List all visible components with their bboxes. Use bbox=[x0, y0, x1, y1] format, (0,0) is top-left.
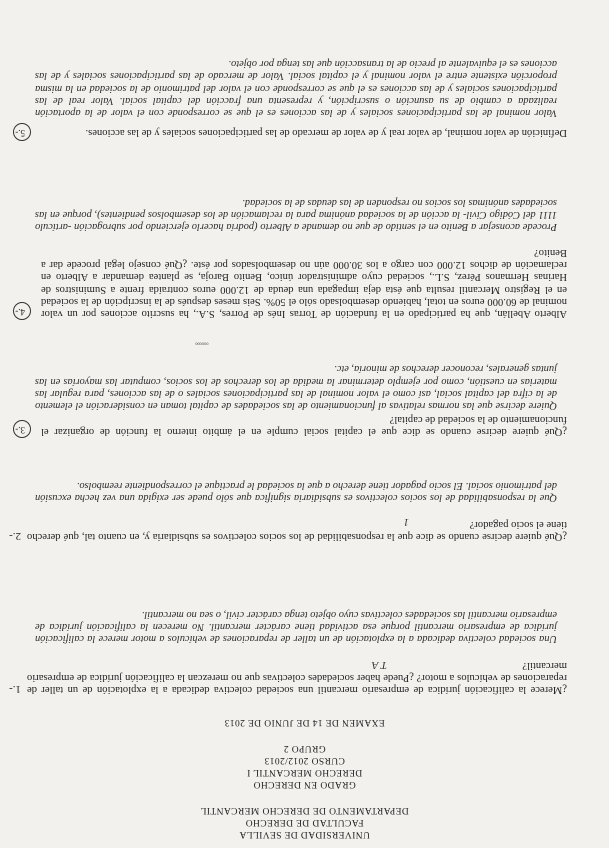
question-text: ¿Merece la calificación jurídica de empresario mercantil una sociedad colectiva dedicada a la explotación de un taller de reparaciones de vehículos a motor? ¿Puede haber sociedades colectivas que no merezcan la calificación jurídica de empresario mercantil? bbox=[27, 659, 567, 695]
group: GRUPO 2 bbox=[283, 743, 326, 753]
subject: DERECHO MERCANTIL I bbox=[246, 767, 363, 777]
exam-title: EXAMEN DE 14 DE JUNIO DE 2013 bbox=[224, 717, 385, 727]
question-text: Definición de valor nominal, de valor real y de valor de mercado de las participaciones sociales y de las acciones. bbox=[85, 127, 567, 138]
question-number: 5.- bbox=[15, 128, 25, 138]
question-text: Alberto Abellán, que ha participado en la fundación de Torras Inés de Porres, S.A., ha suscrito acciones por un valor nominal de 60.000 euros en total, habiendo desembolsado sólo el 50%. Seis meses después de la inscripción de la sociedad en el Registro Mercantil resulta que ésta deja impagada una deuda de 12.000 euros contraída frente a Suministros de Harinas Hermanos Pérez, S.L., sociedad cuyo administrador único, Benito Baroja, se plantea demandar a Alberto en reclamación de dichos 12.000 con cargo a los 30.000 aún no desembolsados por éste. ¿Qué consejo legal procede dar a Benito? bbox=[41, 246, 567, 319]
answer-text: Procede aconsejar a Benito en el sentido de que no demande a Alberto (podría hacerlo ejerciendo por subrogación -artículo 1111 del Código Civil- la acción de la sociedad anónima para la reclamación de los desembolsos pendientes), porque en las sociedades anónimas los socios no responden de las deudas de la sociedad. bbox=[35, 196, 557, 232]
handwritten-mark: 1 bbox=[403, 516, 409, 528]
question-number: 2.- bbox=[9, 530, 21, 542]
question-text: ¿Qué quiere decirse cuando se dice que la responsabilidad de los socios colectivos es subsidiaria y, en cuanto tal, qué derecho tiene el socio pagador? bbox=[27, 518, 567, 542]
answer-text: Quiere decirse que las normas relativas al funcionamiento de las sociedades de capital toman en consideración el elemento de la cifra del capital social, así como el valor nominal de las participaciones sociales o de las acciones, para regular las materias en cuestión, como por ejemplo determinar la medida de los derechos de los socios, computar las mayorías en las juntas generales, reconocer derechos de minoría, etc. bbox=[35, 363, 557, 411]
department: DEPARTAMENTO DE DERECHO MERCANTIL bbox=[200, 805, 409, 815]
handwritten-mark: T A bbox=[371, 659, 387, 671]
course: CURSO 2012/2013 bbox=[264, 755, 345, 765]
university: UNIVERSIDAD DE SEVILLA bbox=[239, 829, 370, 839]
question-number: 3.- bbox=[15, 425, 25, 435]
faculty: FACULTAD DE DERECHO bbox=[245, 817, 364, 827]
handwritten-doodle: ◦◦◦◦◦◦ bbox=[195, 339, 209, 349]
degree: GRADO EN DERECHO bbox=[253, 779, 356, 789]
answer-text: Una sociedad colectiva dedicada a la explotación de un taller de reparaciones de vehículos a motor merece la calificación jurídica de empresario mercantil porque esa actividad tiene carácter mercantil. No merecen la calificación jurídica de empresario mercantil las sociedades colectivas cuyo objeto tenga carácter civil, o sea no mercantil. bbox=[35, 608, 557, 644]
question-number: 1.- bbox=[9, 683, 21, 695]
answer-text: Valor nominal de las participaciones sociales y de las acciones es el que se corresponde con el valor de la aportación realizada a cambio de su asunción o suscripción, y representa una fracción del capital social. Valor real de las participaciones sociales y de las acciones es el que se corresponde con el valor del patrimonio de la sociedad en la misma proporción existente entre el valor nominal y el capital social. Valor de mercado de las participaciones sociales y de las acciones es el equivalente al precio de la transacción que las tenga por objeto. bbox=[35, 58, 557, 118]
answer-text: Que la responsabilidad de los socios colectivos es subsidiaria significa que sólo puede ser exigida una vez hecha excusión del patrimonio social. El socio pagador tiene derecho a que la sociedad le practique el correspondiente reembolso. bbox=[35, 479, 557, 503]
question-text: ¿Qué quiere decirse cuando se dice que el capital social cumple en el ámbito interno la función de organizar el funcionamiento de la sociedad de capital? bbox=[41, 413, 567, 437]
question-number: 4.- bbox=[15, 307, 25, 317]
